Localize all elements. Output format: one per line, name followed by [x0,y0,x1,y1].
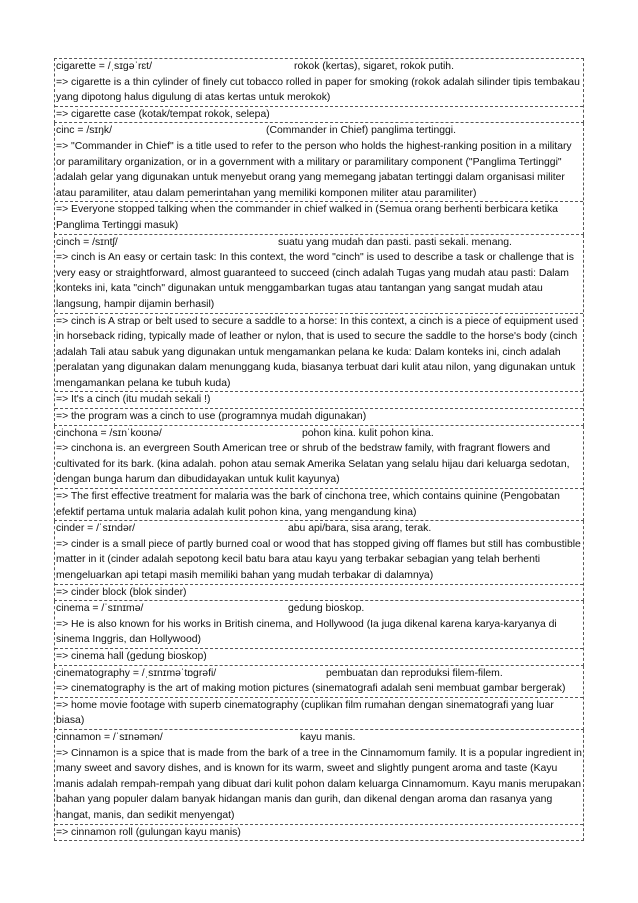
translation: abu api/bara, sisa arang, terak. [288,523,432,535]
entry-header [56,730,583,746]
example-line: => the program was a cinch to use (programnya mudah digunakan) [55,408,583,425]
entry-cinchona [54,426,584,522]
example-line: => home movie footage with superb cinematography (cuplikan film rumahan dengan sinematografi yang luar biasa) [55,697,583,729]
headword: cigarette = /ˌsɪgəˈrɛt/ [56,61,152,72]
translation: pohon kina. kulit pohon kina. [302,427,434,439]
translation: kayu manis. [300,731,356,743]
example-line: => It's a cinch (itu mudah sekali !) [55,391,583,408]
definition-line: => cinch is An easy or certain task: In this context, the word "cinch" is used to describe a task or challenge that is very easy or straightforward, almost guaranteed to succeed (cinch adalah Tugas yang mudah atau pasti: Dalam konteks ini, kata "cinch" digunakan untuk menggambarkan tugas atau tantangan yang sangat mudah atau langsung, hampir dijamin berhasil) [56,252,574,310]
definition-line: => cinder is a small piece of partly burned coal or wood that has stopped giving off flames but still has combustible matter in it (cinder adalah sepotong kecil batu bara atau kayu yang terbakar sebagian yang telah berhenti mengeluarkan api tetapi masih memiliki bahan yang mudah terbakar di dalamnya) [56,538,581,581]
headword: cinchona = /sɪnˈkoʊnə/ [56,427,162,439]
definition-line: => Cinnamon is a spice that is made from the bark of a tree in the Cinnamomum family. It is a popular ingredient in many sweet and savory dishes, and is known for its warm, sweet and slightly pungent aroma and taste (Kayu manis adalah rempah-rempah yang dibuat dari kulit pohon dalam keluarga Cinnamomum. Kayu manis merupakan bahan yang populer dalam banyak hidangan manis dan gurih, dan dikenal dengan aroma dan rasanya yang hangat, manis, dan sedikit menyengat) [56,747,582,821]
example-line: => The first effective treatment for malaria was the bark of cinchona tree, which contains quinine (Pengobatan efektif pertama untuk malaria adalah kulit pohon kina, yang mengandung kina) [55,488,583,520]
translation: suatu yang mudah dan pasti. pasti sekali. menang. [278,236,512,248]
headword: cinch = /sɪntʃ/ [56,236,118,248]
entry-cinder [54,521,584,601]
definition-line: => cinch is A strap or belt used to secure a saddle to a horse: In this context, a cinch is a piece of equipment used in horseback riding, typically made of leather or nylon, that is used to secure the saddle to the horse's body (cinch adalah Tali atau sabuk yang digunakan untuk mengamankan pelana ke kuda: Dalam konteks ini, cinch adalah peralatan yang digunakan dalam menunggang kuda, biasanya terbuat dari kulit atau nilon, yang digunakan untuk mengamankan pelana ke tubuh kuda) [55,313,583,392]
entry-cinema [54,601,584,665]
entry-cinc [54,123,584,234]
headword: cinematography = /ˌsɪnɪməˈtɒgrəfi/ [56,667,217,679]
translation: pembuatan dan reproduksi filem-filem. [326,667,503,679]
entry-header [56,426,583,442]
definition-line: => cigarette is a thin cylinder of finely cut tobacco rolled in paper for smoking (rokok adalah silinder tipis tembakau yang dipotong halus digulung di atas kertas untuk merokok) [56,76,580,104]
entry-cinematography [54,666,584,730]
definition-line: => cinematography is the art of making motion pictures (sinematografi adalah seni membuat gambar bergerak) [56,683,566,695]
translation: (Commander in Chief) panglima tertinggi. [266,125,456,137]
headword: cinder = /ˈsɪndər/ [56,523,136,535]
headword: cinnamon = /ˈsɪnəmən/ [56,731,163,743]
example-line: => cinema hall (gedung bioskop) [55,648,583,665]
entry-header [56,123,583,139]
entry-cigarette [54,58,584,123]
definition-line: => "Commander in Chief" is a title used to refer to the person who holds the highest-ranking position in a military or paramilitary organization, or in a government with a military or paramilitary component ("Panglima Tertinggi" adalah gelar yang digunakan untuk menyebut orang yang memegang jabatan tertinggi dalam organisasi militer atau paramiliter, atau dalam pemerintahan yang memiliki komponen militer atau paramiliter) [56,140,572,199]
entry-header [56,601,583,617]
definition-line: => He is also known for his works in British cinema, and Hollywood (Ia juga dikenal karena karya-karyanya di sinema Inggris, dan Hollywood) [56,618,557,646]
dictionary-document [54,58,584,841]
example-line: => cinder block (blok sinder) [55,584,583,601]
entry-header [56,59,583,75]
translation: rokok (kertas), sigaret, rokok putih. [294,61,454,72]
entry-header [56,521,583,537]
entry-cinch [54,235,584,426]
definition-line: => cinchona is. an evergreen South American tree or shrub of the bedstraw family, with fragrant flowers and cultivated for its bark. (kina adalah. pohon atau semak Amerika Selatan yang selalu hijau dari keluarga sedotan, dengan bunga harum dan dibudidayakan untuk kulit kayunya) [56,443,570,486]
example-line: => cigarette case (kotak/tempat rokok, selepa) [55,106,583,123]
entry-cinnamon [54,730,584,841]
entry-header [56,235,583,251]
headword: cinema = /ˈsɪnɪmə/ [56,603,144,615]
entry-header [56,666,583,682]
example-line: => Everyone stopped talking when the commander in chief walked in (Semua orang berhenti berbicara ketika Panglima Tertinggi masuk) [55,201,583,233]
example-line: => cinnamon roll (gulungan kayu manis) [55,824,583,841]
headword: cinc = /sɪŋk/ [56,125,112,137]
translation: gedung bioskop. [288,603,365,615]
